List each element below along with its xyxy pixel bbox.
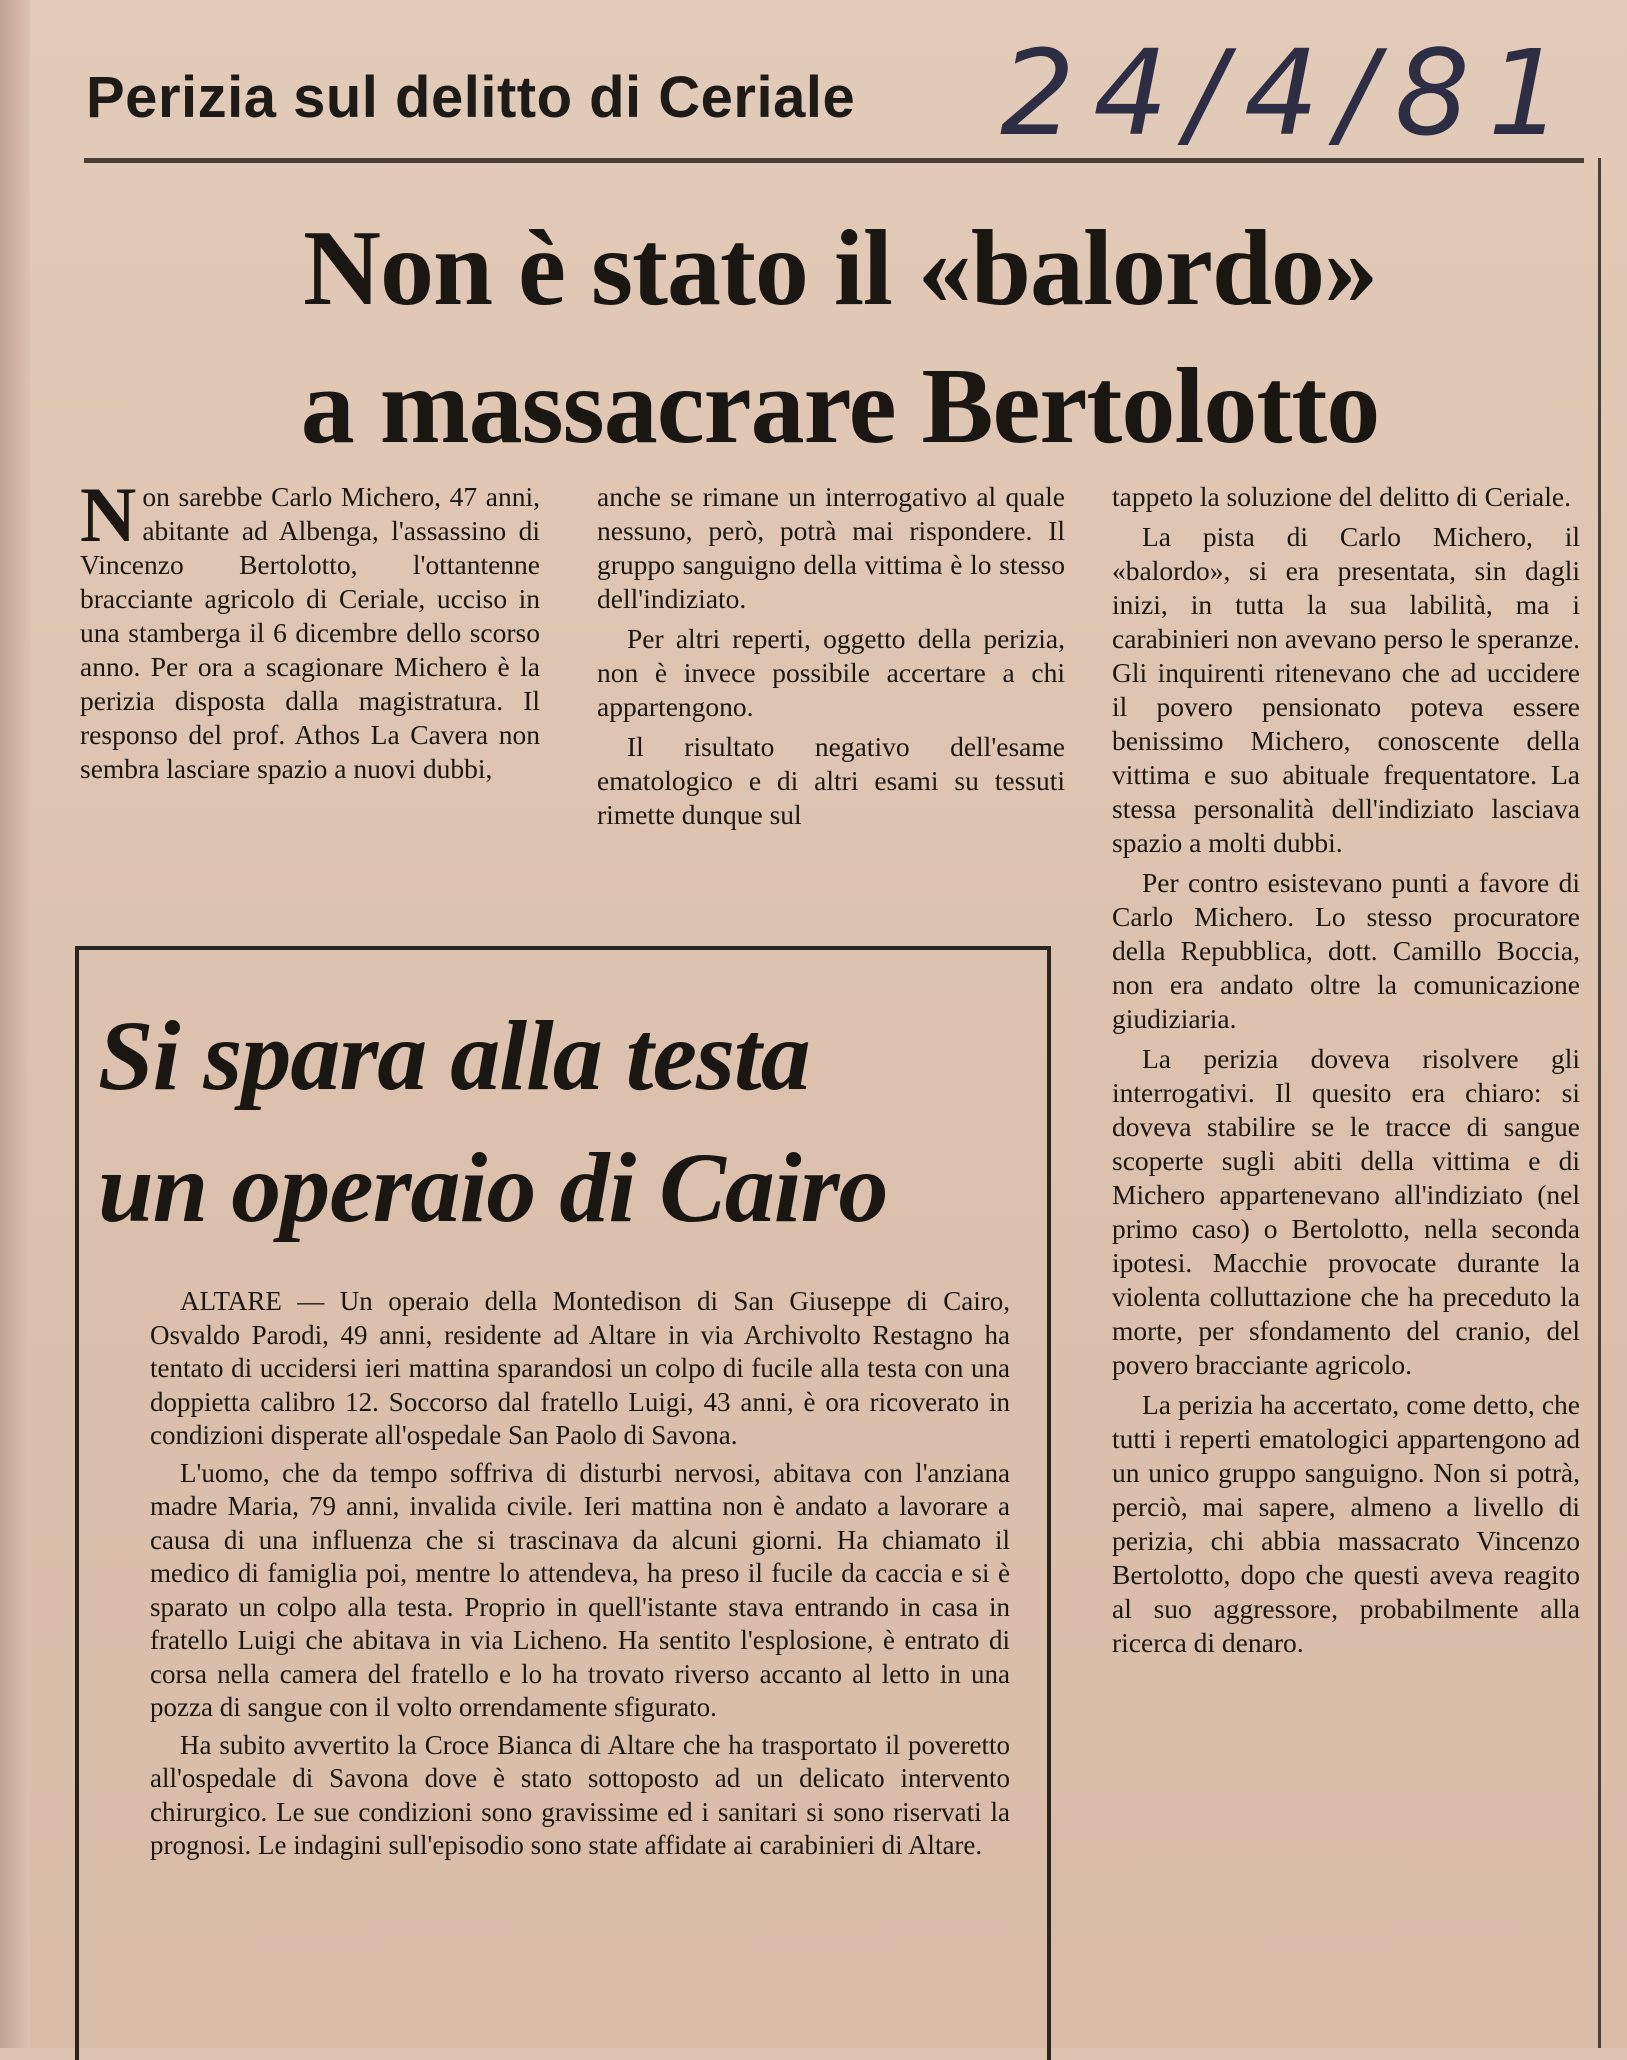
- paragraph: ALTARE — Un operaio della Montedison di San Giuseppe di Cairo, Osvaldo Parodi, 49 anni, residente ad Altare in via Archivolto Restagno ha tentato di uccidersi ieri mattina sparandosi un colpo di fucile alla testa con una doppietta calibro 12. Soccorso dal fratello Luigi, 43 anni, è ora ricoverato in condizioni disperate all'ospedale San Paolo di Savona.: [150, 1286, 1010, 1450]
- headline-line-2: a massacrare Bertolotto: [300, 347, 1380, 466]
- box-headline-line-2: un operaio di Cairo: [98, 1132, 888, 1243]
- dropcap: N: [80, 471, 137, 558]
- paragraph: Per contro esistevano punti a favore di Carlo Michero. Lo stesso procuratore della Repubblica, dott. Camillo Boccia, non era andato oltre la comunicazione giudiziaria.: [1112, 867, 1580, 1034]
- kicker: Perizia sul delitto di Ceriale: [86, 65, 856, 130]
- paragraph: tappeto la soluzione del delitto di Ceriale.: [1112, 481, 1571, 512]
- paragraph-text: on sarebbe Carlo Michero, 47 anni, abitante ad Albenga, l'assassino di Vincenzo Bertolotto, l'ottantenne bracciante agricolo di Ceriale, ucciso in una stamberga il 6 dicembre dello scorso anno. Per ora a scagionare Michero è la perizia disposta dalla magistratura. Il responso del prof. Athos La Cavera non sembra lasciare spazio a nuovi dubbi,: [80, 481, 540, 784]
- scan-edge: [0, 0, 30, 2048]
- paragraph: La pista di Carlo Michero, il «balordo», si era presentata, sin dagli inizi, in tutta la sua labilità, ma i carabinieri non avevano perso le speranze. Gli inquirenti ritenevano che ad uccidere il povero pensionato poteva essere benissimo Michero, conoscente della vittima e suo abituale frequentatore. La stessa personalità dell'indiziato lasciava spazio a molti dubbi.: [1112, 521, 1580, 858]
- article-column-3: [1112, 480, 1580, 1666]
- paragraph: L'uomo, che da tempo soffriva di disturbi nervosi, abitava con l'anziana madre Maria, 79 anni, invalida civile. Ieri mattina non è andato a lavorare a causa di una influenza che si trascinava da alcuni giorni. Ha chiamato il medico di famiglia poi, mentre lo attendeva, ha preso il fucile da caccia e si è sparato un colpo alla testa. Proprio in quell'istante stava entrando in casa in fratello Luigi che abitava in via Licheno. Ha sentito l'esplosione, è entrato di corsa nella camera del fratello e lo ha trovato riverso accanto al letto in una pozza di sangue con il volto orrendamente sfigurato.: [150, 1457, 1010, 1722]
- paragraph: La perizia ha accertato, come detto, che tutti i reperti ematologici appartengono ad un unico gruppo sanguigno. Non si potrà, perciò, mai sapere, almeno a livello di perizia, chi abbia massacrato Vincenzo Bertolotto, dopo che questi aveva reagito al suo aggressore, probabilmente alla ricerca di denaro.: [1112, 1389, 1580, 1658]
- main-headline: [150, 200, 1530, 476]
- paragraph: anche se rimane un interrogativo al quale nessuno, però, potrà mai rispondere. Il gruppo sanguigno della vittima è lo stesso dell'indiziato.: [597, 481, 1065, 614]
- right-border: [1598, 158, 1601, 2048]
- handwritten-date: 24/4/81: [1000, 24, 1581, 162]
- boxed-article-body: [150, 1285, 1010, 1867]
- headline-line-1: Non è stato il «balordo»: [302, 209, 1378, 328]
- article-column-1: [80, 471, 540, 792]
- article-column-2: [597, 480, 1065, 838]
- boxed-article-headline: [98, 990, 1058, 1254]
- paragraph: Ha subito avvertito la Croce Bianca di Altare che ha trasportato il poveretto all'ospedale di Savona dove è stato sottoposto ad un delicato intervento chirurgico. Le sue condizioni sono gravissime ed i sanitari si sono riservati la prognosi. Le indagini sull'episodio sono state affidate ai carabinieri di Altare.: [150, 1729, 1010, 1860]
- paragraph: Il risultato negativo dell'esame ematologico e di altri esami su tessuti rimette dunque sul: [597, 731, 1065, 830]
- paragraph: La perizia doveva risolvere gli interrogativi. Il quesito era chiaro: si doveva stabilire se le tracce di sangue scoperte sugli abiti della vittima e di Michero appartenevano all'indiziato (nel primo caso) o Bertolotto, nella seconda ipotesi. Macchie provocate durante la violenta colluttazione che ha preceduto la morte, per sfondamento del cranio, del povero bracciante agricolo.: [1112, 1043, 1580, 1380]
- paragraph: [80, 471, 540, 786]
- paragraph: Per altri reperti, oggetto della perizia, non è invece possibile accertare a chi appartengono.: [597, 623, 1065, 722]
- box-headline-line-1: Si spara alla testa: [98, 1000, 810, 1111]
